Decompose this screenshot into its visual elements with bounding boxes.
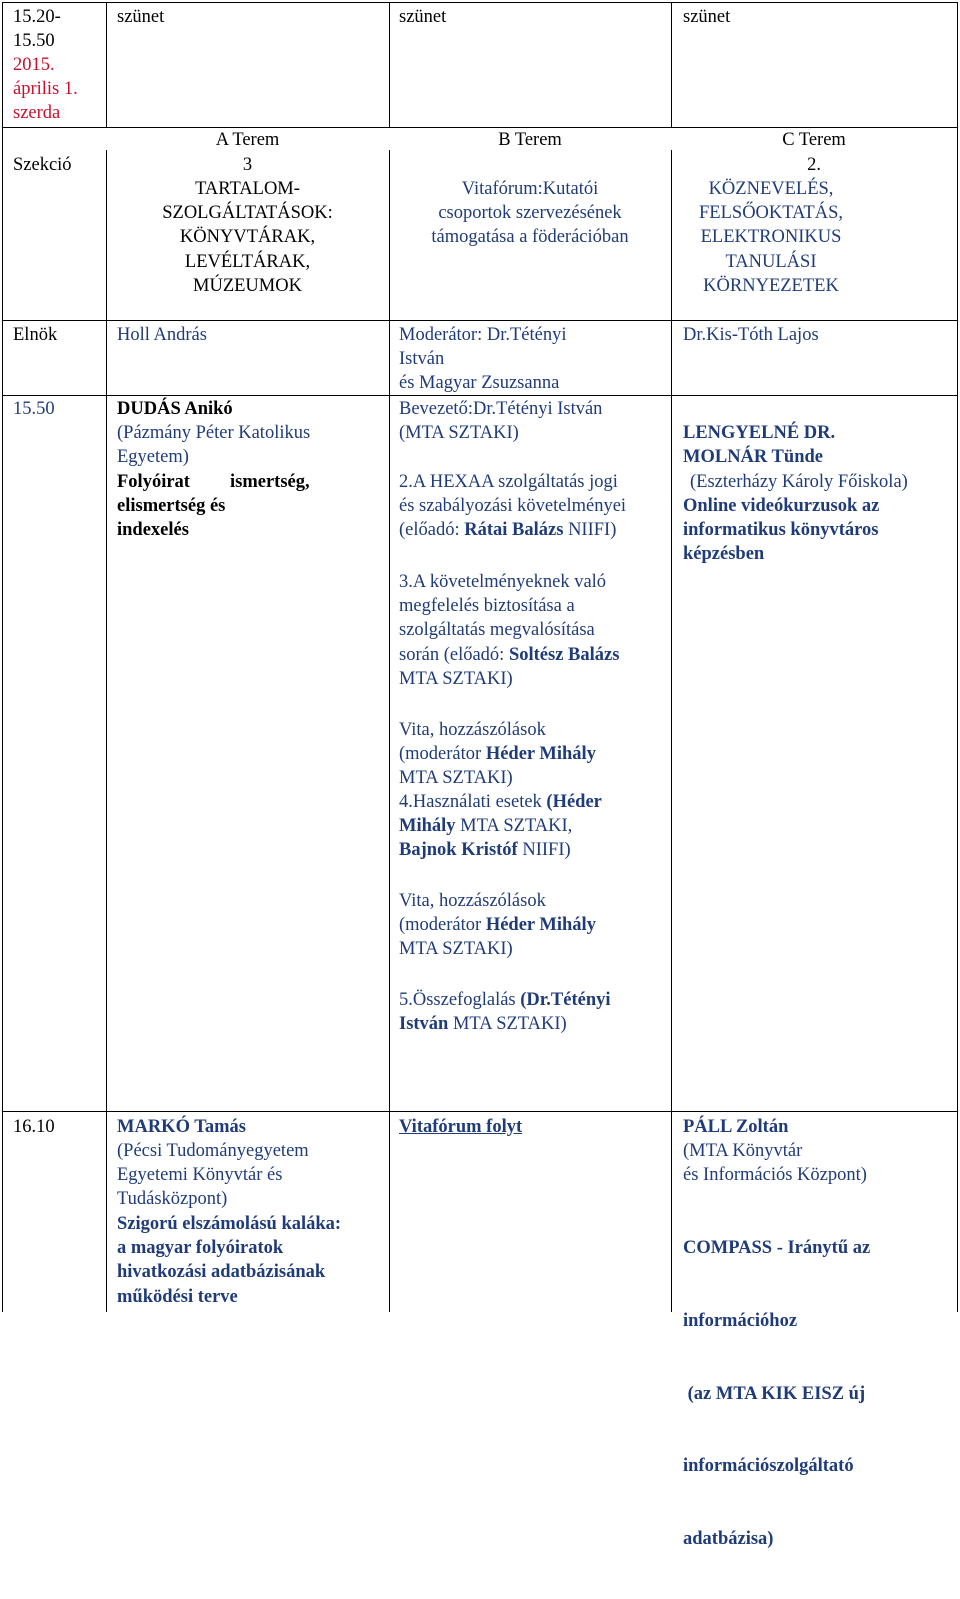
- slot1-b-item2-speaker-line: (előadó: Rátai Balázs NIIFI): [399, 520, 617, 540]
- rule-col1: [106, 2, 107, 127]
- slot1-b-item3-speaker: Soltész Balázs: [508, 645, 620, 665]
- slot2-a-title: Szigorú elszámolású kaláka: a magyar folyóiratok hivatkozási adatbázisának működési terve: [117, 1214, 342, 1307]
- slot2-c-name: PÁLL Zoltán: [683, 1117, 789, 1137]
- slot1-a-name: DUDÁS Anikó: [117, 399, 233, 419]
- slot1-b-item3-org: MTA SZTAKI): [399, 669, 513, 689]
- slot2-time: 16.10: [13, 1117, 55, 1137]
- room-b-header: B Terem: [498, 130, 562, 150]
- slot1-b-vita1: Vita, hozzászólások: [399, 720, 546, 740]
- rule-right: [957, 2, 958, 1312]
- break-c: szünet: [683, 7, 731, 27]
- room-a-header: A Terem: [215, 130, 280, 150]
- slot1-b-item4-speaker-b: Mihály: [399, 816, 456, 836]
- chair-a: Holl András: [117, 325, 207, 345]
- section-c-title: KÖZNEVELÉS, FELSŐOKTATÁS, ELEKTRONIKUS TANULÁSI KÖRNYEZETEK: [699, 179, 843, 296]
- slot1-b-vita1-org: MTA SZTAKI): [399, 768, 513, 788]
- slot1-b-vita2-mod-line: (moderátor Héder Mihály: [399, 915, 596, 935]
- rule-col3b: [671, 150, 672, 1312]
- rule-after-section: [2, 320, 958, 321]
- section-b-title: Vitafórum:Kutatói csoportok szervezésének támogatása a föderációban: [431, 179, 629, 248]
- slot1-c-title: Online videókurzusok az informatikus könyvtáros képzésben: [683, 496, 880, 565]
- slot2-c-title: COMPASS - Iránytű az információhoz (az MTA KIK EISZ új információszolgáltató adatbázisa): [683, 1238, 871, 1549]
- slot1-b-vita1-mod-line: (moderátor Héder Mihály: [399, 744, 596, 764]
- slot1-b-item4-line2: Mihály MTA SZTAKI,: [399, 816, 573, 836]
- slot1-a-title-2: ismertség,: [230, 472, 310, 492]
- slot2-a-affil: (Pécsi Tudományegyetem Egyetemi Könyvtár és Tudásközpont): [117, 1141, 309, 1210]
- rule-left: [2, 2, 3, 1312]
- slot1-c-name: LENGYELNÉ DR. MOLNÁR Tünde: [683, 423, 836, 468]
- section-label: Szekció: [13, 155, 72, 175]
- rule-col2b: [389, 150, 390, 1312]
- slot2-c-affil: (MTA Könyvtár és Információs Központ): [683, 1141, 867, 1186]
- slot1-c-affil: (Eszterházy Károly Főiskola): [690, 472, 908, 492]
- slot1-b-item5-speaker-a: (Dr.Tétényi: [520, 990, 611, 1010]
- slot1-a-affil: (Pázmány Péter Katolikus Egyetem): [117, 423, 311, 468]
- slot1-time: 15.50: [13, 399, 55, 419]
- slot1-b-item4-speaker-a: (Héder: [546, 792, 602, 812]
- break-time: 15.20- 15.50: [13, 7, 61, 52]
- slot1-b-item3: 3.A követelményeknek való megfelelés biztosítása a szolgáltatás megvalósítása: [399, 572, 607, 641]
- section-c-number: 2.: [807, 155, 821, 175]
- slot1-b-intro: Bevezető:Dr.Tétényi István (MTA SZTAKI): [399, 399, 603, 444]
- slot1-a-title-1: Folyóirat: [117, 472, 190, 492]
- section-a-number: 3: [242, 155, 253, 175]
- chair-label: Elnök: [13, 325, 58, 345]
- break-date: 2015. április 1. szerda: [13, 55, 78, 124]
- slot1-b-vita2: Vita, hozzászólások: [399, 891, 546, 911]
- break-b: szünet: [399, 7, 447, 27]
- section-a-title: TARTALOM- SZOLGÁLTATÁSOK: KÖNYVTÁRAK, LEVÉLTÁRAK, MÚZEUMOK: [162, 179, 333, 296]
- chair-c: Dr.Kis-Tóth Lajos: [683, 325, 819, 345]
- rule-after-slot1: [2, 1111, 958, 1112]
- rule-top: [2, 2, 958, 3]
- break-a: szünet: [117, 7, 165, 27]
- slot1-b-item4-line1: 4.Használati esetek (Héder: [399, 792, 602, 812]
- slot1-b-item5-line1: 5.Összefoglalás (Dr.Tétényi: [399, 990, 611, 1010]
- slot1-a-title-rest: elismertség és indexelés: [117, 496, 226, 541]
- rule-col3: [671, 2, 672, 127]
- slot1-b-item5-speaker-b: István: [399, 1014, 449, 1034]
- slot1-b-item5-line2: István MTA SZTAKI): [399, 1014, 567, 1034]
- slot1-b-vita1-mod: Héder Mihály: [485, 744, 596, 764]
- rule-col1b: [106, 150, 107, 1312]
- slot2-b-link: Vitafórum folyt: [399, 1117, 523, 1137]
- slot1-b-vita2-mod: Héder Mihály: [485, 915, 596, 935]
- slot2-a-name: MARKÓ Tamás: [117, 1117, 247, 1137]
- rule-col2: [389, 2, 390, 127]
- slot1-b-item2: 2.A HEXAA szolgáltatás jogi és szabályozási követelményei: [399, 472, 627, 517]
- slot1-b-item2-speaker: Rátai Balázs: [464, 520, 564, 540]
- slot1-b-vita2-org: MTA SZTAKI): [399, 939, 513, 959]
- chair-b: Moderátor: Dr.Tétényi István és Magyar Zsuzsanna: [399, 325, 567, 394]
- room-c-header: C Terem: [782, 130, 846, 150]
- slot1-b-item4-speaker-c: Bajnok Kristóf: [399, 840, 518, 860]
- slot1-b-item3-speaker-line: során (előadó: Soltész Balázs: [399, 645, 620, 665]
- slot1-b-item4-line3: Bajnok Kristóf NIIFI): [399, 840, 571, 860]
